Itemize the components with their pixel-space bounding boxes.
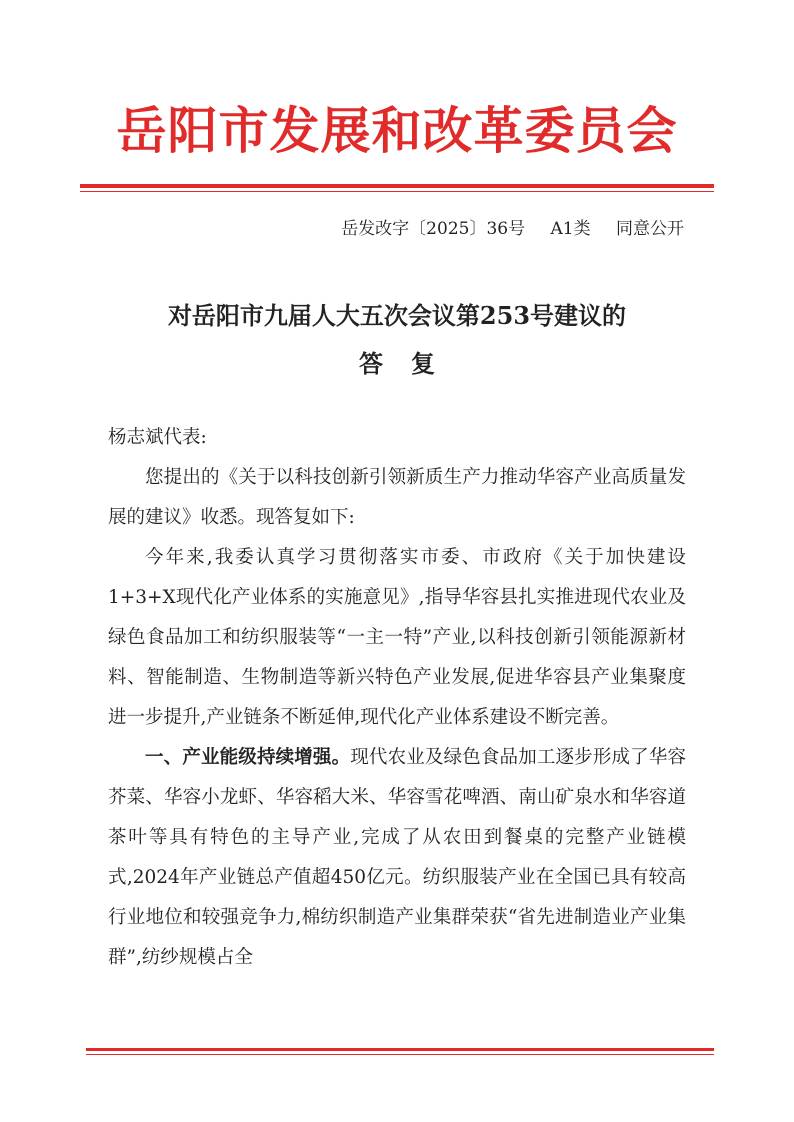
paragraph-section-1 [108,738,686,978]
title-line-1: 对岳阳市九届人大五次会议第253号建议的 [167,301,627,330]
salutation: 杨志斌代表: [108,427,207,448]
disclosure-status: 同意公开 [616,219,684,239]
document-reference: 岳发改字〔2025〕36号 [341,219,526,239]
letterhead-red-rule-thin [80,191,714,192]
document-title [90,292,704,388]
section-1-text: 现代农业及绿色食品加工逐步形成了华容芥菜、华容小龙虾、华容稻大米、华容雪花啤酒、南山矿泉水和华容道茶叶等具有特色的主导产业,完成了从农田到餐桌的完整产业链模式,2024年产业链总产值超450亿元。纺织服装产业在全国已具有较高行业地位和较强竞争力,棉纺织制造产业集群荣获“省先进制造业产业集群”,纺纱规模占全 [108,747,686,968]
footer-red-rule-thick [86,1048,714,1051]
letterhead-red-rule-thick [80,184,714,188]
document-category: A1类 [550,219,591,239]
paragraph-acknowledgement: 您提出的《关于以科技创新引领新质生产力推动华容产业高质量发展的建议》收悉。现答复如下: [108,467,686,528]
document-number-line [341,216,684,242]
section-1-heading: 一、产业能级持续增强。 [145,747,351,768]
footer-red-rule-thin [86,1054,714,1055]
document-body [108,418,686,978]
organization-letterhead: 岳阳市发展和改革委员会 [116,101,678,160]
title-line-2: 答复 [359,349,463,378]
paragraph-overview: 今年来,我委认真学习贯彻落实市委、市政府《关于加快建设1+3+X现代化产业体系的实施意见》,指导华容县扎实推进现代农业及绿色食品加工和纺织服装等“一主一特”产业,以科技创新引领能源新材料、智能制造、生物制造等新兴特色产业发展,促进华容县产业集聚度进一步提升,产业链条不断延伸,现代化产业体系建设不断完善。 [108,547,686,728]
